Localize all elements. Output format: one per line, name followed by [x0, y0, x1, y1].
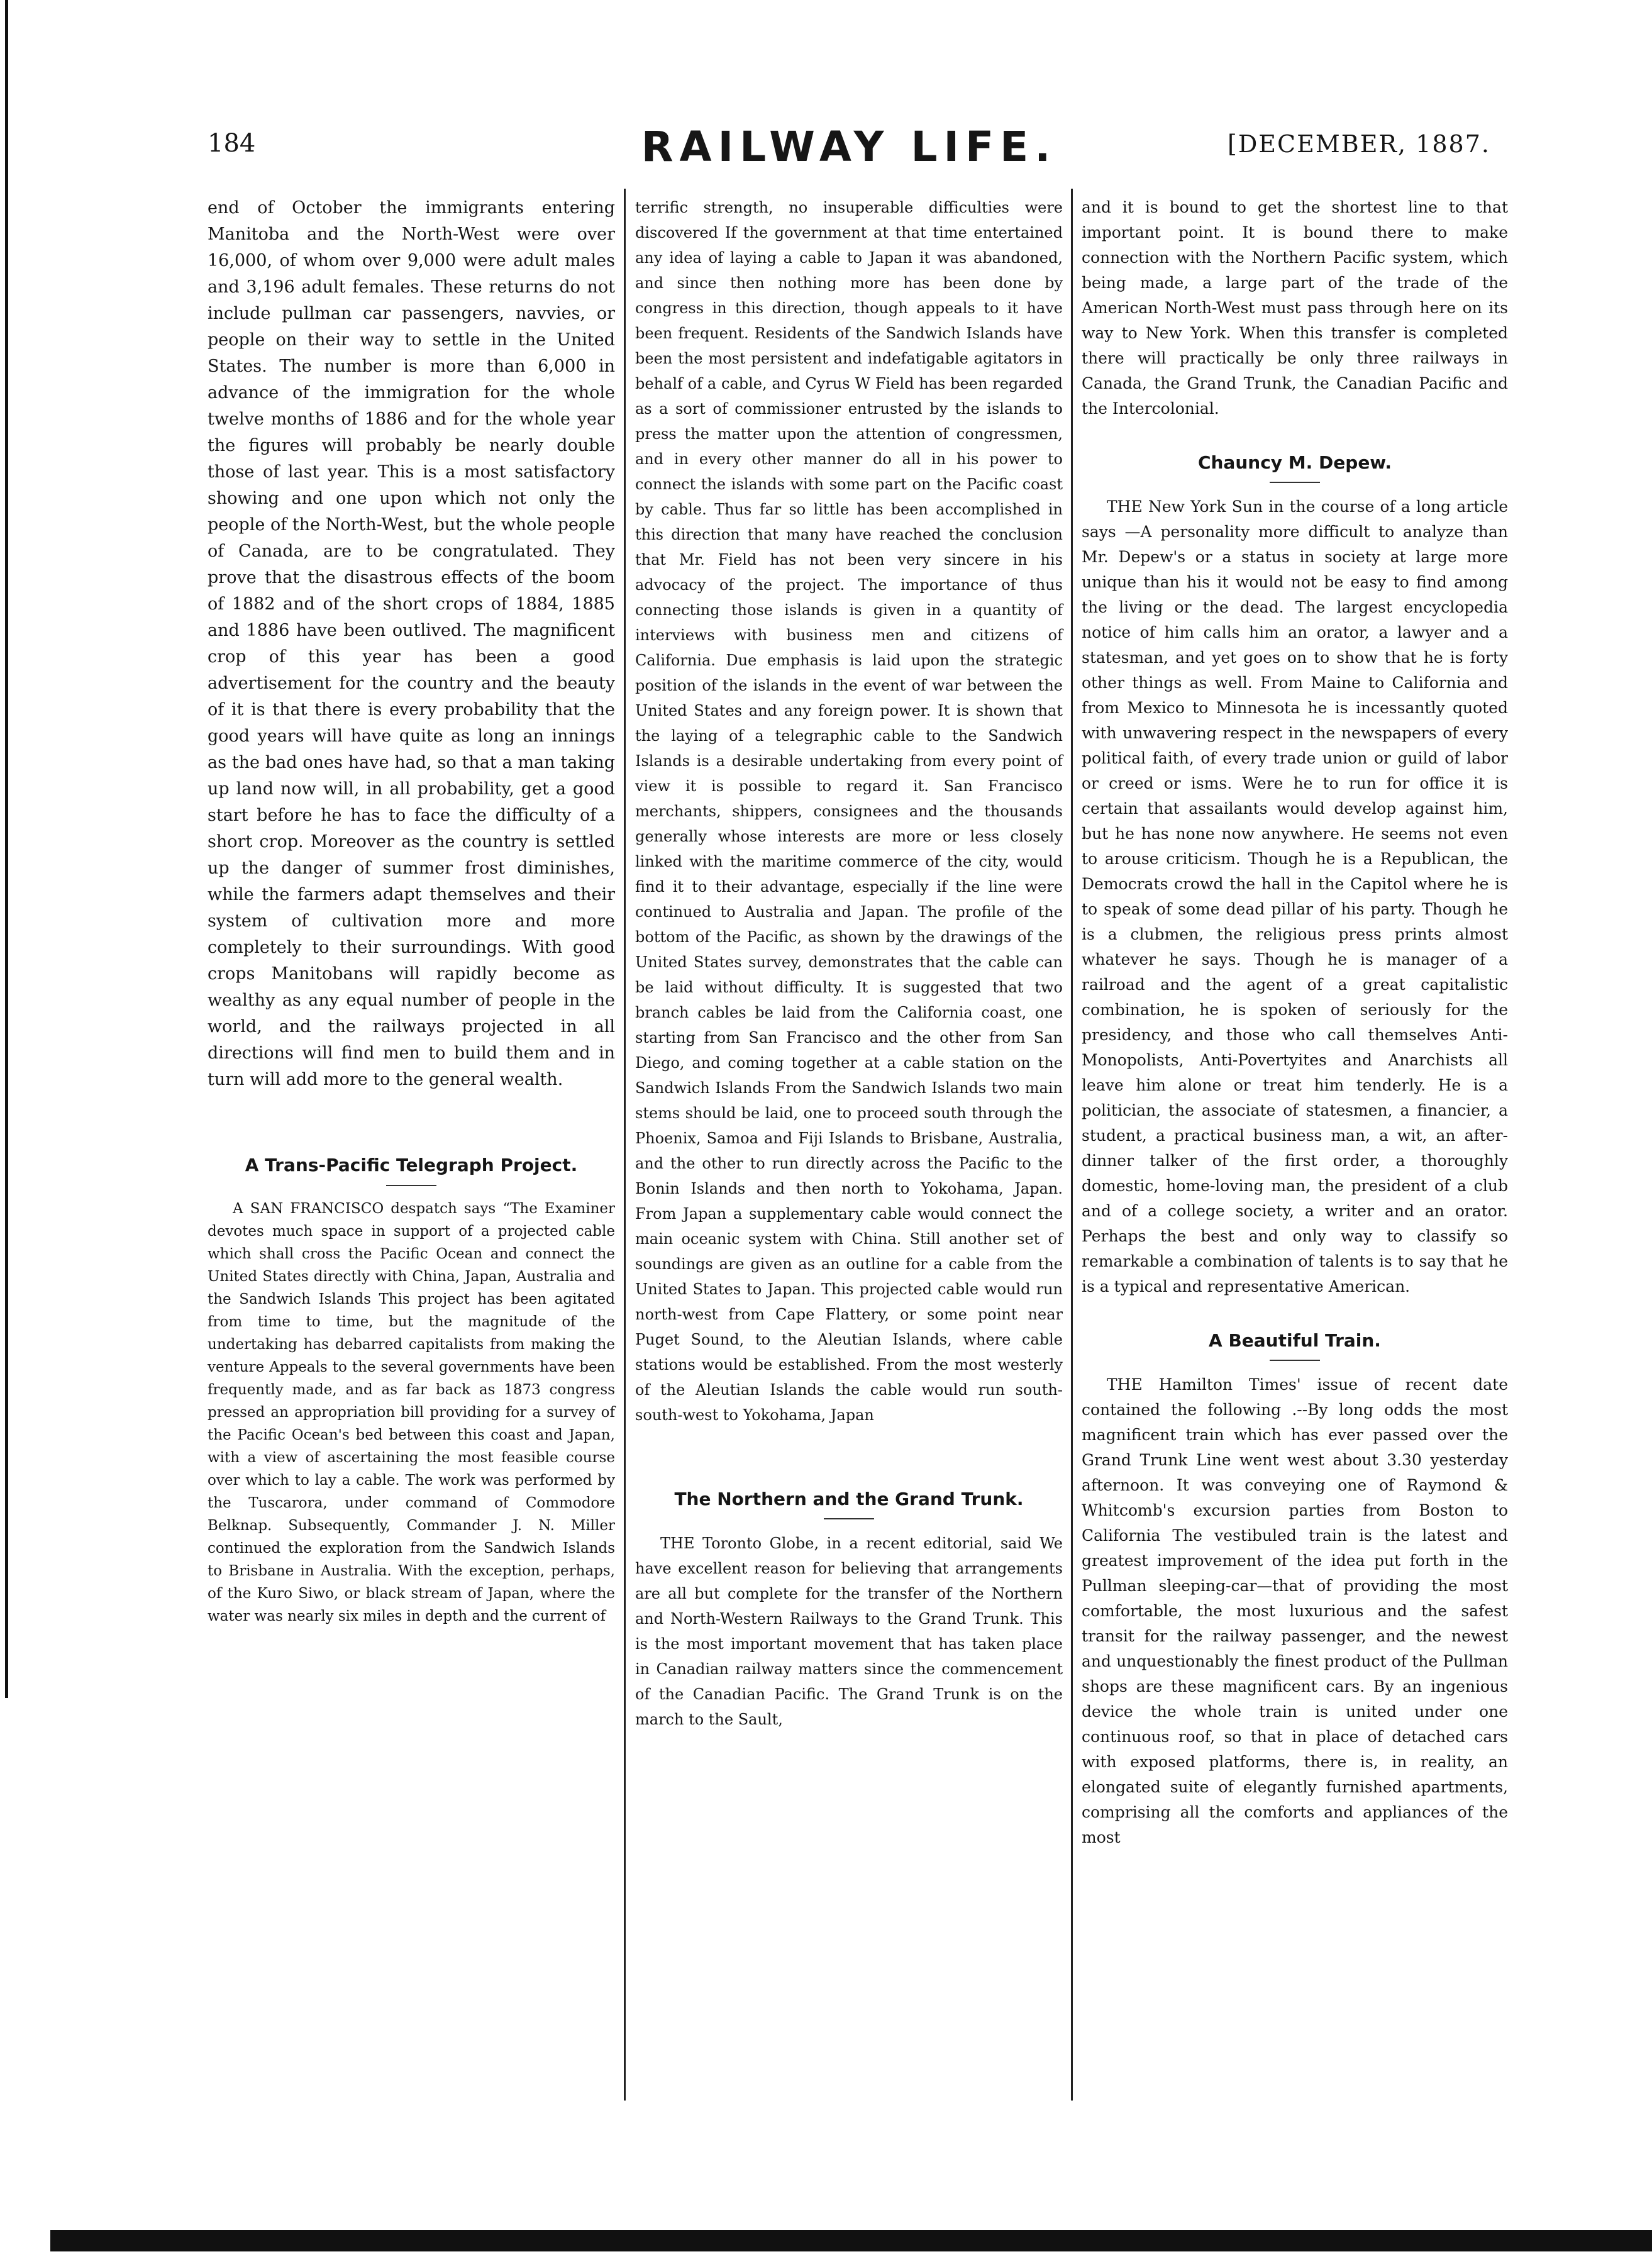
heading-rule	[386, 1185, 436, 1186]
article-heading-depew: Chauncy M. Depew.	[1197, 452, 1392, 473]
column-right	[1082, 195, 1508, 1854]
heading-rule	[824, 1518, 874, 1519]
column-middle	[635, 195, 1063, 1736]
column-left	[208, 195, 615, 1631]
page-edge-rule	[5, 0, 8, 1698]
article-heading-grand-trunk: The Northern and the Grand Trunk.	[674, 1489, 1024, 1509]
telegraph-paragraph: A SAN FRANCISCO despatch says “The Examiner devotes much space in support of a projected cable which shall cross the Pacific Ocean and connect the United States directly with China, Japan, Australia and the Sandwich Islands This project has been agitated from time to time, but the magnitude of the undertaking has debarred capitalists from making the venture Appeals to the several governments have been frequently made, and as far back as 1873 congress pressed an appropriation bill providing for a survey of the Pacific Ocean's bed between this coast and Japan, with a view of ascertaining the most feasible course over which to lay a cable. The work was performed by the Tuscarora, under command of Commodore Belknap. Subsequently, Commander J. N. Miller continued the exploration from the Sandwich Islands to Brisbane in Australia. With the exception, perhaps, of the Kuro Siwo, or black stream of Japan, where the water was nearly six miles in depth and the current of	[208, 1201, 615, 1624]
article-heading-telegraph: A Trans-Pacific Telegraph Project.	[245, 1155, 578, 1175]
page-number: 184	[208, 129, 256, 158]
telegraph-continued-paragraph: terrific strength, no insuperable difficulties were discovered If the government at that time entertained any idea of laying a cable to Japan it was abandoned, and since then nothing more has been done by congress in this direction, though appeals to it have been frequent. Residents of the Sandwich Islands have been the most persistent and indefatigable agitators in behalf of a cable, and Cyrus W Field has been regarded as a sort of commissioner entrusted by the islands to press the matter upon the attention of congressmen, and in every other manner do all in his power to connect the islands with some part on the Pacific coast by cable. Thus far so little has been accomplished in this direction that many have reached the conclusion that Mr. Field has not been very sincere in his advocacy of the project. The importance of thus connecting those islands is given in a quantity of interviews with business men and citizens of California. Due emphasis is laid upon the strategic position of the islands in the event of war between the United States and any foreign power. It is shown that the laying of a telegraphic cable to the Sandwich Islands is a desirable undertaking from every point of view it is possible to regard it. San Francisco merchants, shippers, consignees and the thousands generally whose interests are more or less closely linked with the maritime commerce of the city, would find it to their advantage, especially if the line were continued to Australia and Japan. The profile of the bottom of the Pacific, as shown by the drawings of the United States survey, demonstrates that the cable can be laid without difficulty. It is suggested that two branch cables be laid from the California coast, one starting from San Francisco and the other from San Diego, and coming together at a cable station on the Sandwich Islands From the Sandwich Islands two main stems should be laid, one to proceed south through the Phoenix, Samoa and Fiji Islands to Brisbane, Australia, and the other to run directly across the Pacific to the Bonin Islands and then north to Yokohama, Japan. From Japan a supplementary cable would connect the main oceanic system with China. Still another set of soundings are given as an outline for a cable from the United States to Japan. This projected cable would run north-west from Cape Flattery, or some point near Puget Sound, to the Aleutian Islands, where cable stations would be established. From the most westerly of the Aleutian Islands the cable would run south-south-west to Yokohama, Japan	[635, 199, 1063, 1424]
column-divider-right	[1071, 189, 1073, 2101]
article-heading-train: A Beautiful Train.	[1209, 1330, 1381, 1351]
train-paragraph: THE Hamilton Times' issue of recent date contained the following .--By long odds the most magnificent train which has ever passed over the Grand Trunk Line went west about 3.30 yesterday afternoon. It was conveying one of Raymond & Whitcomb's excursion parties from Boston to California The vestibuled train is the latest and greatest improvement of the idea put forth in the Pullman sleeping-car—that of providing the most comfortable, the most luxurious and the safest transit for the railway passenger, and the newest and unquestionably the finest product of the Pullman shops are these magnificent cars. By an ingenious device the whole train is united under one continuous roof, so that in place of detached cars with exposed platforms, there is, in reality, an elongated suite of elegantly furnished apartments, comprising all the comforts and appliances of the most	[1082, 1375, 1508, 1846]
column-divider-left	[624, 189, 626, 2101]
depew-paragraph: THE New York Sun in the course of a long article says —A personality more difficult to analyze than Mr. Depew's or a status in society at large more unique than his it would not be easy to find among the living or the dead. The largest encyclopedia notice of him calls him an orator, a lawyer and a statesman, and yet goes on to show that he is forty other things as well. From Maine to California and from Mexico to Minnesota he is incessantly quoted with unwavering respect in the newspapers of every political faith, of every trade union or guild of labor or creed or isms. Were he to run for office it is certain that assailants would develop against him, but he has none now anywhere. He seems not even to arouse criticism. Though he is a Republican, the Democrats crowd the hall in the Capitol where he is to speak of some dead pillar of his party. Though he is a clubmen, the religious press prints almost whatever he says. Though he is manager of a railroad and the agent of a great capitalistic combination, he is spoken of seriously for the presidency, and those who call themselves Anti-Monopolists, Anti-Povertyites and Anarchists all leave him alone or treat him tenderly. He is a politician, the associate of statesmen, a financier, a student, a practical business man, a wit, an after-dinner talker of the first order, a thoroughly domestic, home-loving man, the president of a club and of a college society, a writer and an orator. Perhaps the best and only way to classify so remarkable a combination of talents is to say that he is a typical and representative American.	[1082, 497, 1508, 1296]
page-header	[208, 123, 1490, 173]
heading-rule	[1270, 482, 1320, 483]
grand-trunk-continued-paragraph: and it is bound to get the shortest line to that important point. It is bound there to make connection with the Northern Pacific system, which being made, a large part of the trade of the American North-West must pass through here on its way to New York. When this transfer is completed there will practically be only three railways in Canada, the Grand Trunk, the Canadian Pacific and the Intercolonial.	[1082, 198, 1508, 418]
issue-date: [DECEMBER, 1887.	[1228, 130, 1490, 158]
page-bottom-bar	[50, 2230, 1652, 2251]
immigration-paragraph: end of October the immigrants entering Manitoba and the North-West were over 16,000, of whom over 9,000 were adult males and 3,196 adult females. These returns do not include pullman car passengers, navvies, or people on their way to settle in the United States. The number is more than 6,000 in advance of the immigration for the whole twelve months of 1886 and for the whole year the figures will probably be nearly double those of last year. This is a most satisfactory showing and one upon which not only the people of the North-West, but the whole people of Canada, are to be congratulated. They prove that the disastrous effects of the boom of 1882 and of the short crops of 1884, 1885 and 1886 have been outlived. The magnificent crop of this year has been a good advertisement for the country and the beauty of it is that there is every probability that the good years will have quite as long an innings as the bad ones have had, so that a man taking up land now will, in all probability, get a good start before he has to face the difficulty of a short crop. Moreover as the country is settled up the danger of summer frost diminishes, while the farmers adapt themselves and their system of cultivation more and more completely to their surroundings. With good crops Manitobans will rapidly become as wealthy as any equal number of people in the world, and the railways projected in all directions will find men to build them and in turn will add more to the general wealth.	[208, 198, 615, 1089]
grand-trunk-paragraph: THE Toronto Globe, in a recent editorial, said We have excellent reason for believing that arrangements are all but complete for the transfer of the Northern and North-Western Railways to the Grand Trunk. This is the most important movement that has taken place in Canadian railway matters since the commencement of the Canadian Pacific. The Grand Trunk is on the march to the Sault,	[635, 1535, 1063, 1728]
heading-rule	[1270, 1360, 1320, 1361]
masthead-title: RAILWAY LIFE.	[641, 123, 1057, 171]
